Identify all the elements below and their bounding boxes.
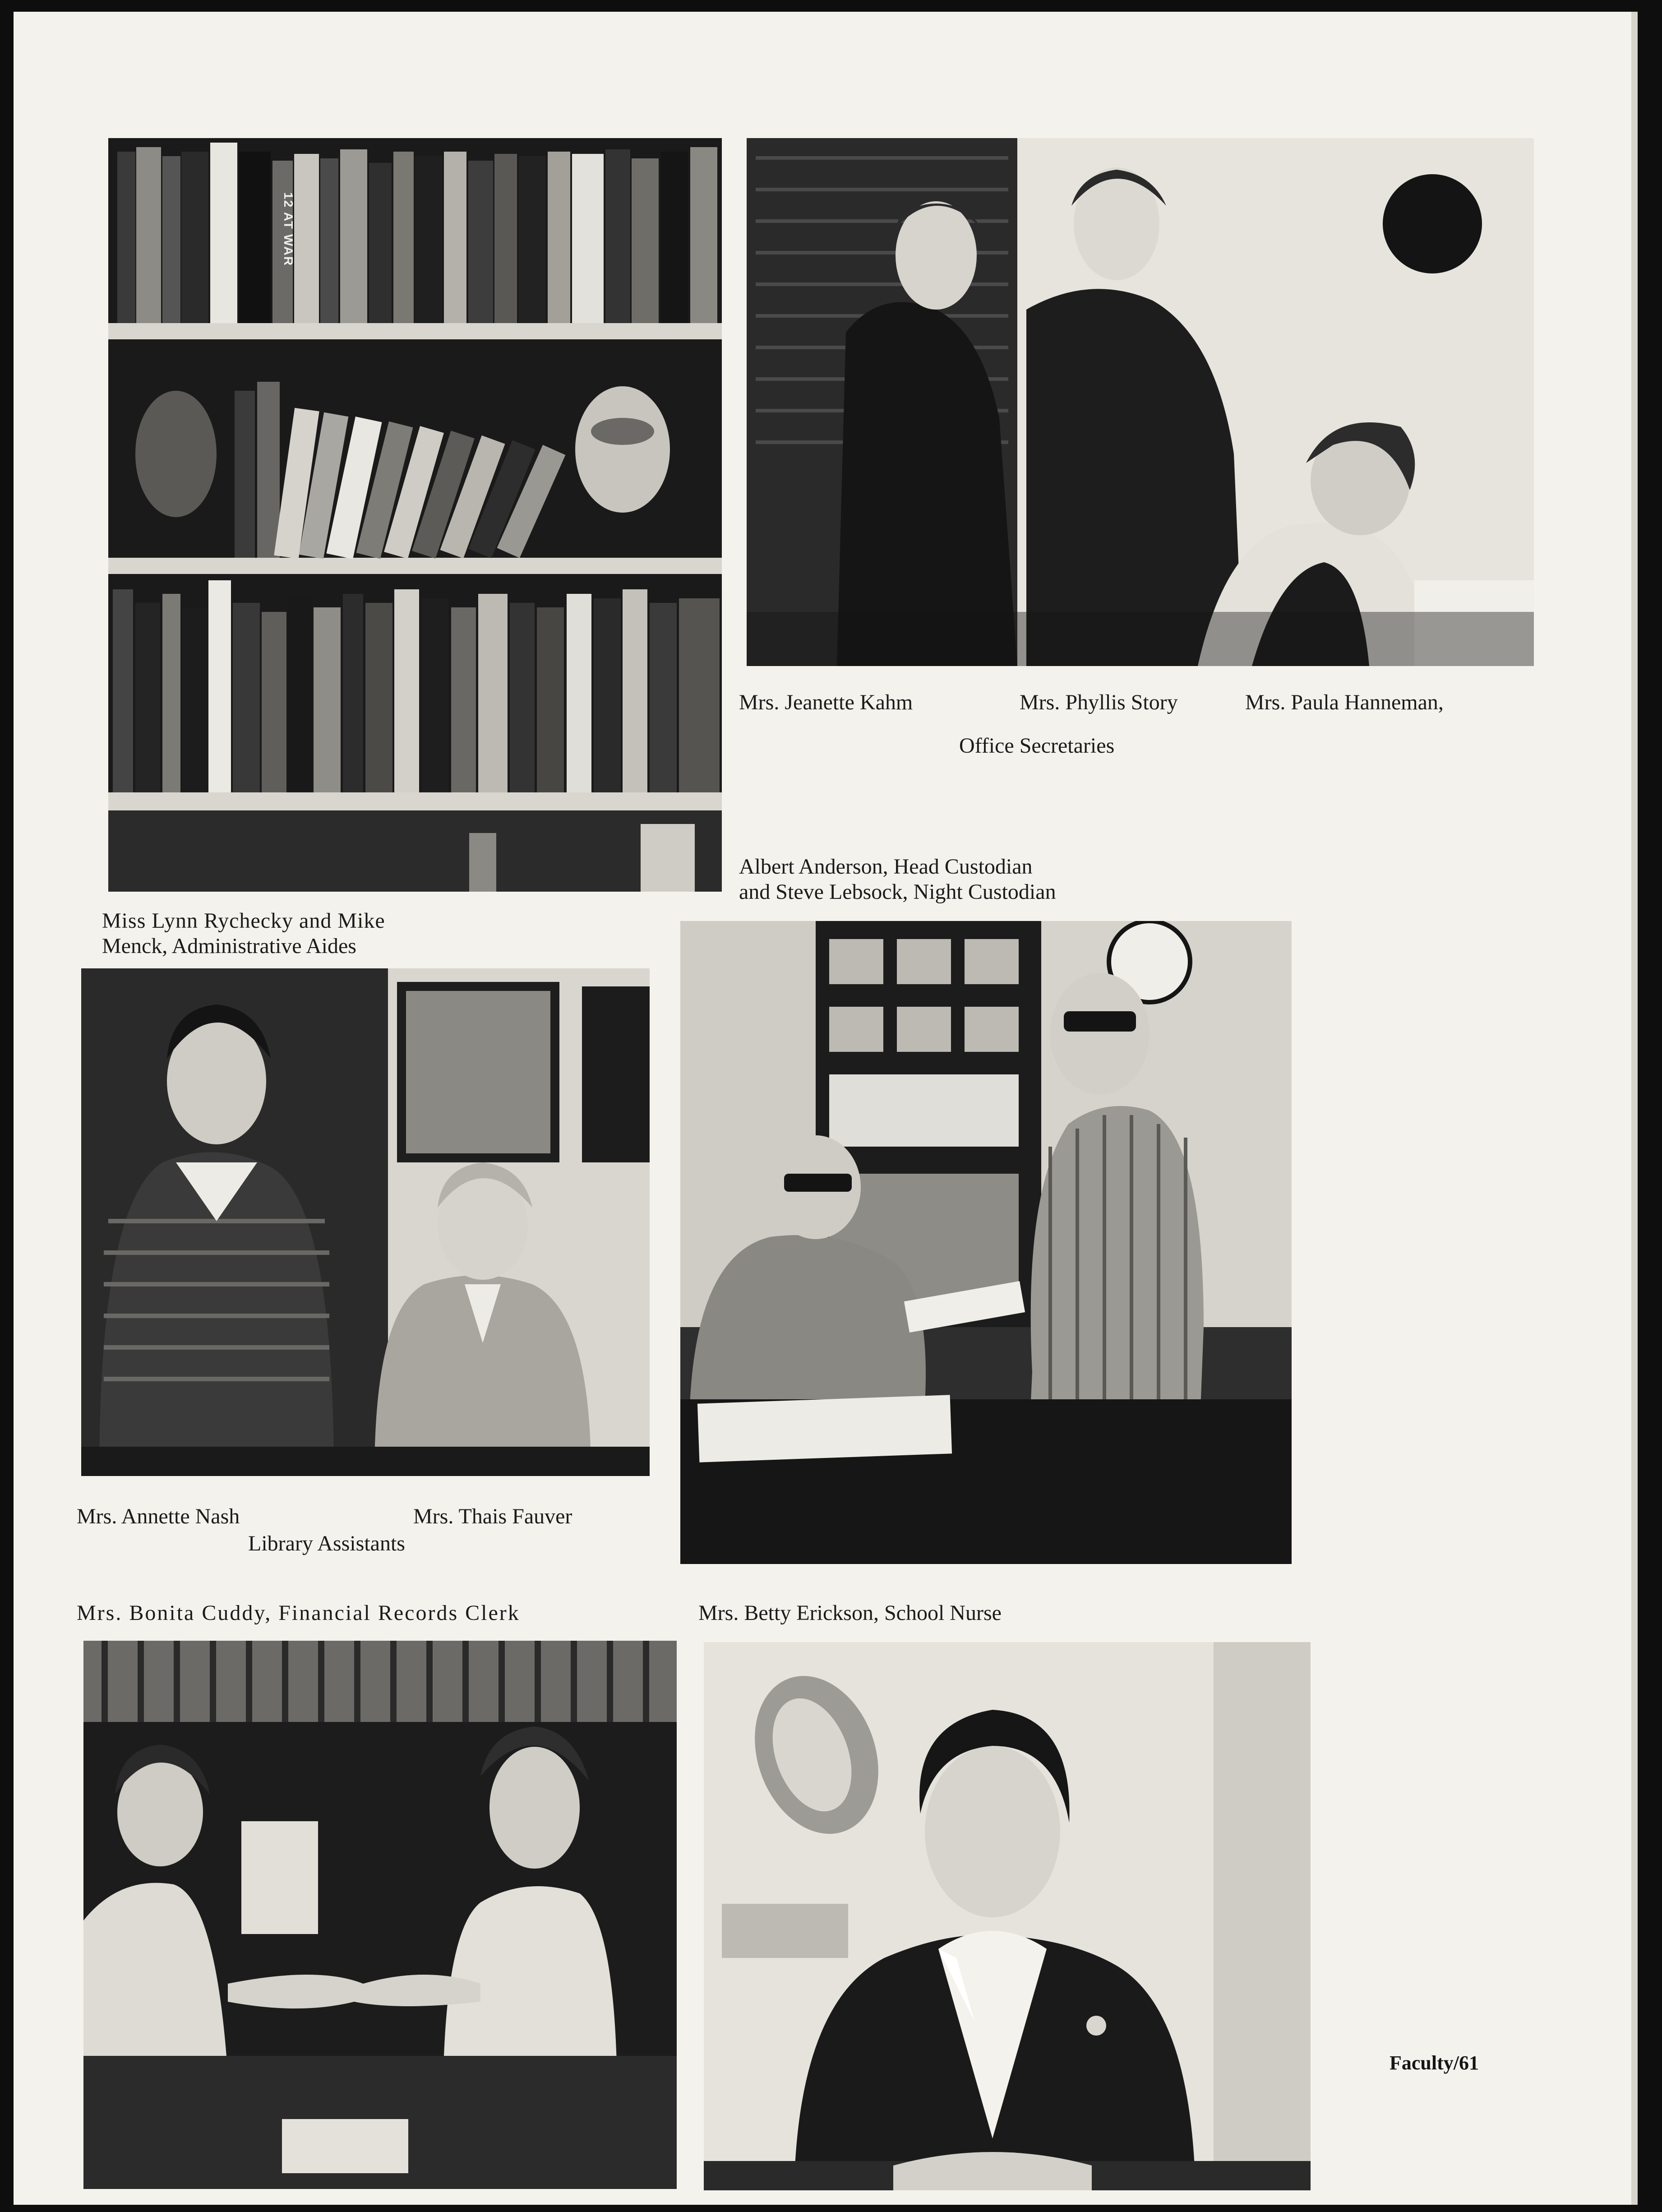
caption-custodians-line2: and Steve Lebsock, Night Custodian (739, 880, 1056, 904)
caption-school-nurse: Mrs. Betty Erickson, School Nurse (698, 1601, 1002, 1625)
photo-library-assistants (81, 968, 650, 1476)
caption-custodians-line1: Albert Anderson, Head Custodian (739, 855, 1033, 879)
photo-records-clerk (83, 1641, 677, 2189)
caption-aides-line2: Menck, Administrative Aides (102, 934, 356, 958)
caption-office-secretaries: Office Secretaries (959, 734, 1115, 758)
caption-records-clerk: Mrs. Bonita Cuddy, Financial Records Clerk (77, 1601, 520, 1625)
photo-office-secretaries (747, 138, 1534, 666)
photo-custodians (680, 921, 1292, 1564)
caption-aides-line1: Miss Lynn Rychecky and Mike (102, 909, 385, 933)
caption-library-assistants: Library Assistants (248, 1532, 405, 1555)
photo-school-nurse (704, 1642, 1311, 2190)
caption-library-nash: Mrs. Annette Nash (77, 1504, 240, 1528)
caption-secretary-story: Mrs. Phyllis Story (1020, 690, 1178, 714)
photo-library-shelves (108, 138, 722, 892)
caption-library-fauver: Mrs. Thais Fauver (413, 1504, 572, 1528)
caption-secretary-hanneman: Mrs. Paula Hanneman, (1245, 690, 1444, 714)
caption-secretary-kahm: Mrs. Jeanette Kahm (739, 690, 913, 714)
yearbook-page (14, 12, 1638, 2205)
page-folio: Faculty/61 (1390, 2052, 1479, 2074)
book-spine-label: 12 AT WAR (282, 192, 295, 267)
